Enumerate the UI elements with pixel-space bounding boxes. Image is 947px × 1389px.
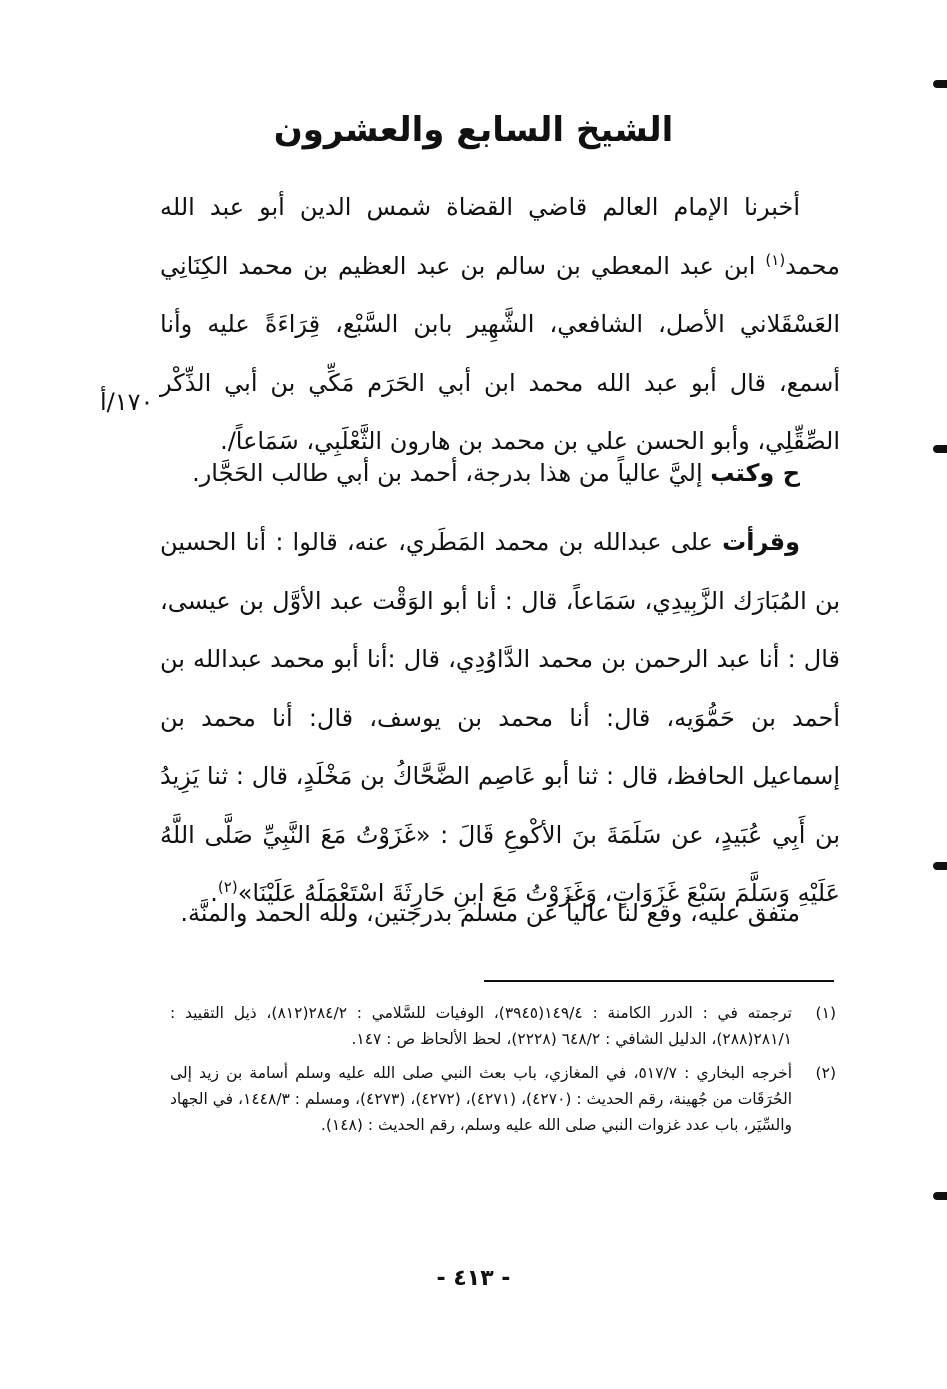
footnote-ref-1[interactable]: (١) <box>765 250 786 269</box>
page-number: - ٤١٣ - <box>436 1266 511 1291</box>
scan-edge-mark <box>933 862 947 870</box>
scan-edge-mark <box>933 445 947 453</box>
paragraph-lead: وقرأت <box>722 528 800 556</box>
paragraph-end: . <box>210 879 218 907</box>
footnote-ref-2[interactable]: (٢) <box>217 878 238 896</box>
footnote-text: ترجمته في : الدرر الكامنة : ١٤٩/٤(٣٩٤٥)، الوفيات للسَّلامي : ٢٨٤/٢(٨١٢)، ذيل التقييد : ٢٨١/١(٢٨٨)، الدليل الشافي : ٦٤٨/٢ (٢٢٢٨)، لحظ الألحاظ ص : ١٤٧. <box>170 1004 792 1048</box>
footnote-item <box>170 1000 836 1052</box>
footnote-divider <box>484 980 834 982</box>
footnote-item <box>170 1060 836 1138</box>
paragraph-text: إليَّ عالياً من هذا بدرجة، أحمد بن أبي طالب الحَجَّار. <box>192 459 711 487</box>
section-title: الشيخ السابع والعشرون <box>273 110 674 150</box>
paragraph-ijaza <box>160 444 840 503</box>
footnote-number: (١) <box>815 1004 836 1022</box>
paragraph-lead: ح وكتب <box>710 459 800 487</box>
paragraph-text: أخبرنا الإمام العالم قاضي القضاة شمس الدين أبو عبد الله محمد <box>160 193 840 280</box>
paragraph-isnad <box>160 178 840 471</box>
paragraph-text-cont: ابن عبد المعطي بن سالم بن عبد العظيم بن محمد الكِنَانِي العَسْقَلاني الأصل، الشافعي، الشَّهِير بابن السَّبْع، قِرَاءَةً عليه وأنا أسمع، قال أبو عبد الله محمد ابن أبي الحَرَم مَكِّي بن أبي الذِّكْر الصِّقِّلِي، وأبو الحسن علي بن محمد بن هارون الثَّعْلَبِي، سَمَاعاً/. <box>160 251 840 455</box>
paragraph-hadith <box>160 513 840 923</box>
paragraph-text: على عبدالله بن محمد المَطَري، عنه، قالوا : أنا الحسين بن المُبَارَك الزَّبِيدِي، سَمَاعاً، قال : أنا أبو الوَقْت عبد الأوَّل بن عيسى، قال : أنا عبد الرحمن بن محمد الدَّاوُدِي، قال :أنا أبو محمد عبدالله بن أحمد بن حَمُّوَيه، قال: أنا محمد بن يوسف، قال: أنا محمد بن إسماعيل الحافظ، قال : ثنا أبو عَاصِم الضَّحَّاكُ بن مَخْلَدٍ، قال : ثنا يَزِيدُ بن أَبِي عُبَيدٍ، عن سَلَمَةَ بنَ الأكْوعِ قَالَ : «غَزَوْتُ مَعَ النَّبِيِّ صَلَّى اللَّهُ عَلَيْهِ وَسَلَّمَ سَبْعَ غَزَوَاتٍ، وَغَزَوْتُ مَعَ ابنِ حَارِثَةَ اسْتَعْمَلَهُ عَلَيْنَا» <box>160 528 840 907</box>
footnote-number: (٢) <box>815 1064 836 1082</box>
footnotes <box>170 1000 836 1146</box>
scan-edge-mark <box>933 80 947 88</box>
paragraph-conclusion: متفق عليه، وقع لنا عالياً عن مسلم بدرجتين، ولله الحمد والمنَّة. <box>180 899 800 927</box>
footnote-text: أخرجه البخاري : ٥١٧/٧، في المغازي، باب بعث النبي صلى الله عليه وسلم أسامة بن زيد إلى الحُرَقَات من جُهينة، رقم الحديث : (٤٢٧٠)، (٤٢٧١)، (٤٢٧٢)، (٤٢٧٣)، ومسلم : ١٤٤٨/٣، في الجهاد والسِّيَر، باب عدد غزوات النبي صلى الله عليه وسلم، رقم الحديث : (١٤٨). <box>170 1064 793 1134</box>
scan-edge-mark <box>933 1192 947 1200</box>
folio-margin-note: ١٧٠/أ <box>100 388 154 416</box>
